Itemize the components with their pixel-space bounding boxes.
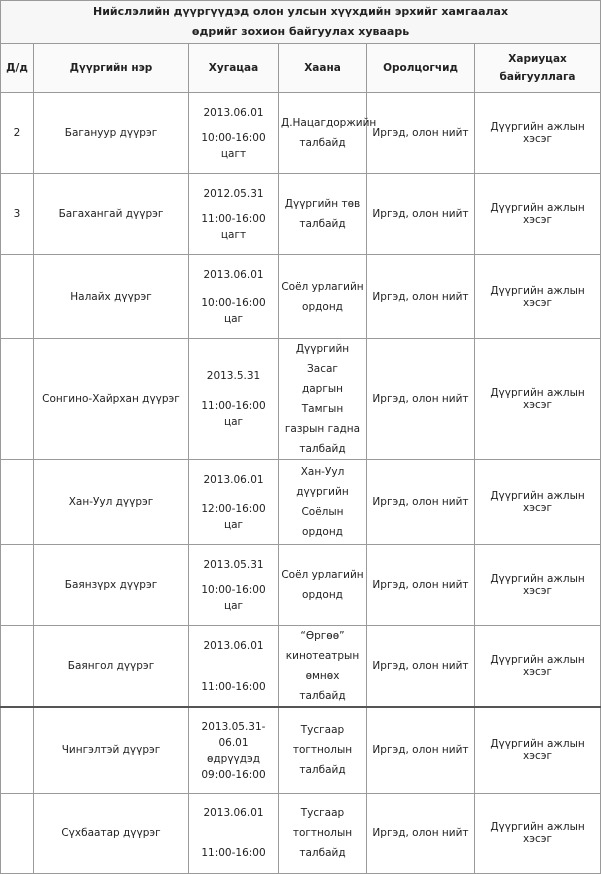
- place-line: даргын Тамгын: [301, 383, 344, 415]
- place-cell: [279, 174, 367, 255]
- organizer-cell: Дүүргийн ажлын хэсэг: [475, 545, 601, 626]
- time-range: 10:00-16:00 цаг: [201, 583, 266, 612]
- district-name: Налайх дүүрэг: [34, 255, 189, 339]
- header-organizer: [475, 44, 601, 93]
- place-cell: [279, 626, 367, 708]
- row-number: 3: [1, 174, 34, 255]
- place-line: ордонд: [302, 300, 343, 313]
- time-range: 11:00-16:00: [201, 680, 266, 693]
- place-line: талбайд: [299, 218, 346, 230]
- header-row: [1, 44, 601, 93]
- date-cell-date: 2013.06.01: [203, 268, 264, 281]
- place-line: өмнөх талбайд: [299, 670, 346, 702]
- title-line-2: өдрийг зохион байгуулах хуваарь: [191, 25, 410, 38]
- district-name: Сонгино-Хайрхан дүүрэг: [34, 339, 189, 460]
- row-number: [1, 255, 34, 339]
- place-line: талбайд: [299, 764, 346, 777]
- date-cell: [189, 707, 279, 793]
- date-cell: [189, 460, 279, 545]
- district-name: Чингэлтэй дүүрэг: [34, 707, 189, 793]
- place-line: дүүргийн: [296, 486, 349, 498]
- district-name: Баянзүрх дүүрэг: [34, 545, 189, 626]
- date-cell-date: 2013.5.31: [206, 370, 261, 382]
- date-cell: [189, 93, 279, 174]
- participants-cell: Иргэд, олон нийт: [367, 339, 475, 460]
- participants-cell: Иргэд, олон нийт: [367, 460, 475, 545]
- place-cell: [279, 545, 367, 626]
- place-line: талбайд: [299, 137, 346, 149]
- time-range: 10:00-16:00 цагт: [201, 131, 266, 160]
- date-cell-date: 2013.06.01: [203, 473, 264, 486]
- district-name: Хан-Уул дүүрэг: [34, 460, 189, 545]
- place-cell: [279, 707, 367, 793]
- place-line: Дүүргийн төв: [284, 198, 361, 210]
- district-name: Багануур дүүрэг: [34, 93, 189, 174]
- time-range: 11:00-16:00 цаг: [201, 400, 266, 428]
- organizer-cell: Дүүргийн ажлын хэсэг: [475, 460, 601, 545]
- participants-cell: Иргэд, олон нийт: [367, 174, 475, 255]
- date-cell: [189, 339, 279, 460]
- time-range: 11:00-16:00 цагт: [201, 212, 266, 241]
- place-line: ордонд: [302, 589, 343, 601]
- organizer-cell: Дүүргийн ажлын хэсэг: [475, 626, 601, 708]
- district-name: Баянгол дүүрэг: [34, 626, 189, 708]
- header-organizer-line1: Хариуцах: [508, 53, 567, 65]
- place-line: талбайд: [299, 847, 346, 859]
- place-cell: [279, 339, 367, 460]
- district-name: Сүхбаатар дүүрэг: [34, 793, 189, 873]
- place-line: Тусгаар: [300, 724, 345, 737]
- header-date: Хугацаа: [189, 44, 279, 93]
- time-range: 10:00-16:00 цаг: [201, 296, 266, 325]
- participants-cell: Иргэд, олон нийт: [367, 255, 475, 339]
- row-number: [1, 626, 34, 708]
- organizer-cell: Дүүргийн ажлын хэсэг: [475, 707, 601, 793]
- date-cell: [189, 545, 279, 626]
- header-place: Хаана: [279, 44, 367, 93]
- header-num: Д/д: [1, 44, 34, 93]
- title-line-1: Нийслэлийн дүүргүүдэд олон улсын хүүхдийн эрхийг хамгаалах: [93, 5, 509, 18]
- table-title: [1, 1, 601, 44]
- place-line: Тусгаар: [300, 807, 345, 819]
- row-number: [1, 545, 34, 626]
- date-cell: [189, 255, 279, 339]
- participants-cell: Иргэд, олон нийт: [367, 626, 475, 708]
- table-row: [1, 93, 601, 174]
- date-cell: [189, 174, 279, 255]
- place-line: “Өргөө”: [300, 630, 345, 642]
- place-line: Соёл урлагийн: [281, 569, 364, 581]
- table-row: [1, 255, 601, 339]
- table-row: [1, 793, 601, 873]
- organizer-cell: Дүүргийн ажлын хэсэг: [475, 174, 601, 255]
- place-cell: [279, 793, 367, 873]
- row-number: [1, 707, 34, 793]
- row-number: [1, 460, 34, 545]
- date-cell: [189, 793, 279, 873]
- participants-cell: Иргэд, олон нийт: [367, 707, 475, 793]
- organizer-cell: Дүүргийн ажлын хэсэг: [475, 255, 601, 339]
- place-cell: [279, 460, 367, 545]
- date-cell-date: 2013.06.01: [203, 639, 264, 652]
- time-range: 11:00-16:00: [201, 847, 266, 859]
- row-number: [1, 339, 34, 460]
- row-number: [1, 793, 34, 873]
- table-row: [1, 626, 601, 708]
- header-organizer-line2: байгууллага: [499, 71, 576, 83]
- date-cell: [189, 626, 279, 708]
- place-cell: [279, 255, 367, 339]
- organizer-cell: Дүүргийн ажлын хэсэг: [475, 793, 601, 873]
- header-district: Дүүргийн нэр: [34, 44, 189, 93]
- table-row: [1, 545, 601, 626]
- place-line: Соёлын ордонд: [301, 506, 344, 538]
- date-cell-date: 2013.05.31: [203, 558, 264, 571]
- place-line: Соёл урлагийн: [281, 280, 364, 293]
- participants-cell: Иргэд, олон нийт: [367, 793, 475, 873]
- table-row: [1, 707, 601, 793]
- place-line: тогтнолын: [292, 827, 353, 839]
- table-row: [1, 339, 601, 460]
- place-cell: [279, 93, 377, 174]
- date-cell-date: 2013.06.01: [203, 807, 264, 819]
- place-line: тогтнолын: [292, 744, 353, 757]
- place-line: Дүүргийн Засаг: [295, 343, 350, 375]
- date-cell-date: 2012.05.31: [203, 187, 264, 200]
- place-line: Д.Нацагдоржийн: [281, 117, 377, 129]
- table-row: [1, 460, 601, 545]
- participants-cell: Иргэд, олон нийт: [367, 545, 475, 626]
- time-range: 12:00-16:00 цаг: [201, 502, 266, 531]
- place-line: Хан-Уул: [300, 466, 345, 478]
- date-cell-date: 2013.06.01: [203, 106, 264, 119]
- date-cell-date2: өдрүүдэд: [206, 753, 261, 766]
- table-row: [1, 174, 601, 255]
- row-number: 2: [1, 93, 34, 174]
- place-line: кинотеатрын: [285, 650, 360, 662]
- participants-cell: Иргэд, олон нийт: [367, 93, 475, 174]
- place-line: газрын гадна: [284, 423, 361, 435]
- date-cell-date: 2013.05.31-06.01: [201, 721, 266, 750]
- district-name: Багахангай дүүрэг: [34, 174, 189, 255]
- header-participants: Оролцогчид: [367, 44, 475, 93]
- place-line: талбайд: [299, 443, 346, 455]
- organizer-cell: Дүүргийн ажлын хэсэг: [475, 339, 601, 460]
- organizer-cell: Дүүргийн ажлын хэсэг: [475, 93, 601, 174]
- time-range: 09:00-16:00: [201, 769, 266, 782]
